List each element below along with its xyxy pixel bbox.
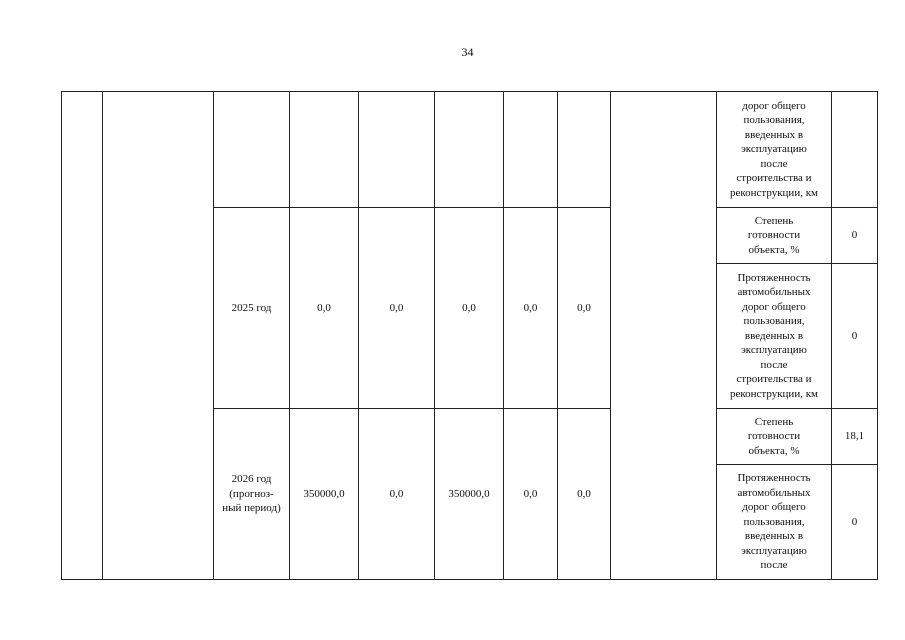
indicator-line: дорог общего bbox=[742, 300, 806, 313]
indicator-value-cell: 18,1 bbox=[832, 409, 878, 465]
indicator-line: строительства и bbox=[736, 172, 812, 185]
indicator-name-cell bbox=[717, 92, 832, 208]
indicator-name-cell bbox=[717, 264, 832, 409]
indicator-name-cell bbox=[717, 409, 832, 465]
value-cell: 0,0 bbox=[504, 208, 558, 409]
indicator-line: реконструкции, км bbox=[729, 387, 819, 400]
value-cell-empty bbox=[558, 92, 611, 208]
indicator-line: введенных в bbox=[744, 128, 804, 141]
page-number: 34 bbox=[461, 45, 474, 59]
indicator-line: дорог общего bbox=[742, 501, 806, 514]
indicator-line: строительства и bbox=[736, 373, 812, 386]
table-row-continued bbox=[62, 92, 878, 208]
value-cell: 0,0 bbox=[558, 208, 611, 409]
indicator-line: после bbox=[760, 559, 788, 572]
period-line: 2025 год bbox=[231, 301, 272, 314]
indicator-line: Протяженность bbox=[737, 271, 811, 284]
period-cell-empty bbox=[214, 92, 290, 208]
value-cell: 350000,0 bbox=[435, 409, 504, 580]
indicator-line: объекта, % bbox=[748, 243, 800, 256]
col-number-cell bbox=[62, 92, 103, 580]
value-cell-empty bbox=[290, 92, 359, 208]
period-cell bbox=[214, 409, 290, 580]
indicator-line: после bbox=[760, 157, 788, 170]
col-name-cell bbox=[103, 92, 214, 580]
value-cell: 0,0 bbox=[435, 208, 504, 409]
indicator-line: Степень bbox=[754, 415, 794, 428]
indicator-line: пользования, bbox=[743, 315, 805, 328]
indicator-name-cell bbox=[717, 465, 832, 580]
indicator-line: автомобильных bbox=[737, 286, 811, 299]
value-cell-empty bbox=[359, 92, 435, 208]
value-cell-empty bbox=[504, 92, 558, 208]
indicator-line: Протяженность bbox=[737, 472, 811, 485]
value-cell-empty bbox=[435, 92, 504, 208]
value-cell: 0,0 bbox=[359, 208, 435, 409]
period-line: 2026 год bbox=[231, 473, 272, 486]
period-cell bbox=[214, 208, 290, 409]
value-cell: 0,0 bbox=[504, 409, 558, 580]
col-executor-cell bbox=[611, 92, 717, 580]
value-cell: 0,0 bbox=[558, 409, 611, 580]
indicator-line: готовности bbox=[747, 229, 801, 242]
indicator-line: готовности bbox=[747, 430, 801, 443]
indicator-line: введенных в bbox=[744, 329, 804, 342]
indicator-line: автомобильных bbox=[737, 486, 811, 499]
value-cell: 0,0 bbox=[290, 208, 359, 409]
indicator-line: дорог общего bbox=[742, 99, 806, 112]
indicator-line: эксплуатацию bbox=[741, 344, 807, 357]
indicator-line: пользования, bbox=[743, 114, 805, 127]
period-line: ный период) bbox=[222, 502, 281, 515]
indicator-line: реконструкции, км bbox=[729, 186, 819, 199]
indicator-value-cell: 0 bbox=[832, 264, 878, 409]
indicator-line: эксплуатацию bbox=[741, 143, 807, 156]
indicator-line: введенных в bbox=[744, 530, 804, 543]
indicator-line: Степень bbox=[754, 214, 794, 227]
budget-table bbox=[61, 91, 878, 580]
indicator-name-cell bbox=[717, 208, 832, 264]
value-cell: 350000,0 bbox=[290, 409, 359, 580]
period-line: (прогноз- bbox=[229, 487, 274, 500]
value-cell: 0,0 bbox=[359, 409, 435, 580]
indicator-line: объекта, % bbox=[748, 444, 800, 457]
indicator-value-cell bbox=[832, 92, 878, 208]
indicator-value-cell: 0 bbox=[832, 208, 878, 264]
indicator-line: после bbox=[760, 358, 788, 371]
indicator-value-cell: 0 bbox=[832, 465, 878, 580]
indicator-line: пользования, bbox=[743, 515, 805, 528]
indicator-line: эксплуатацию bbox=[741, 544, 807, 557]
